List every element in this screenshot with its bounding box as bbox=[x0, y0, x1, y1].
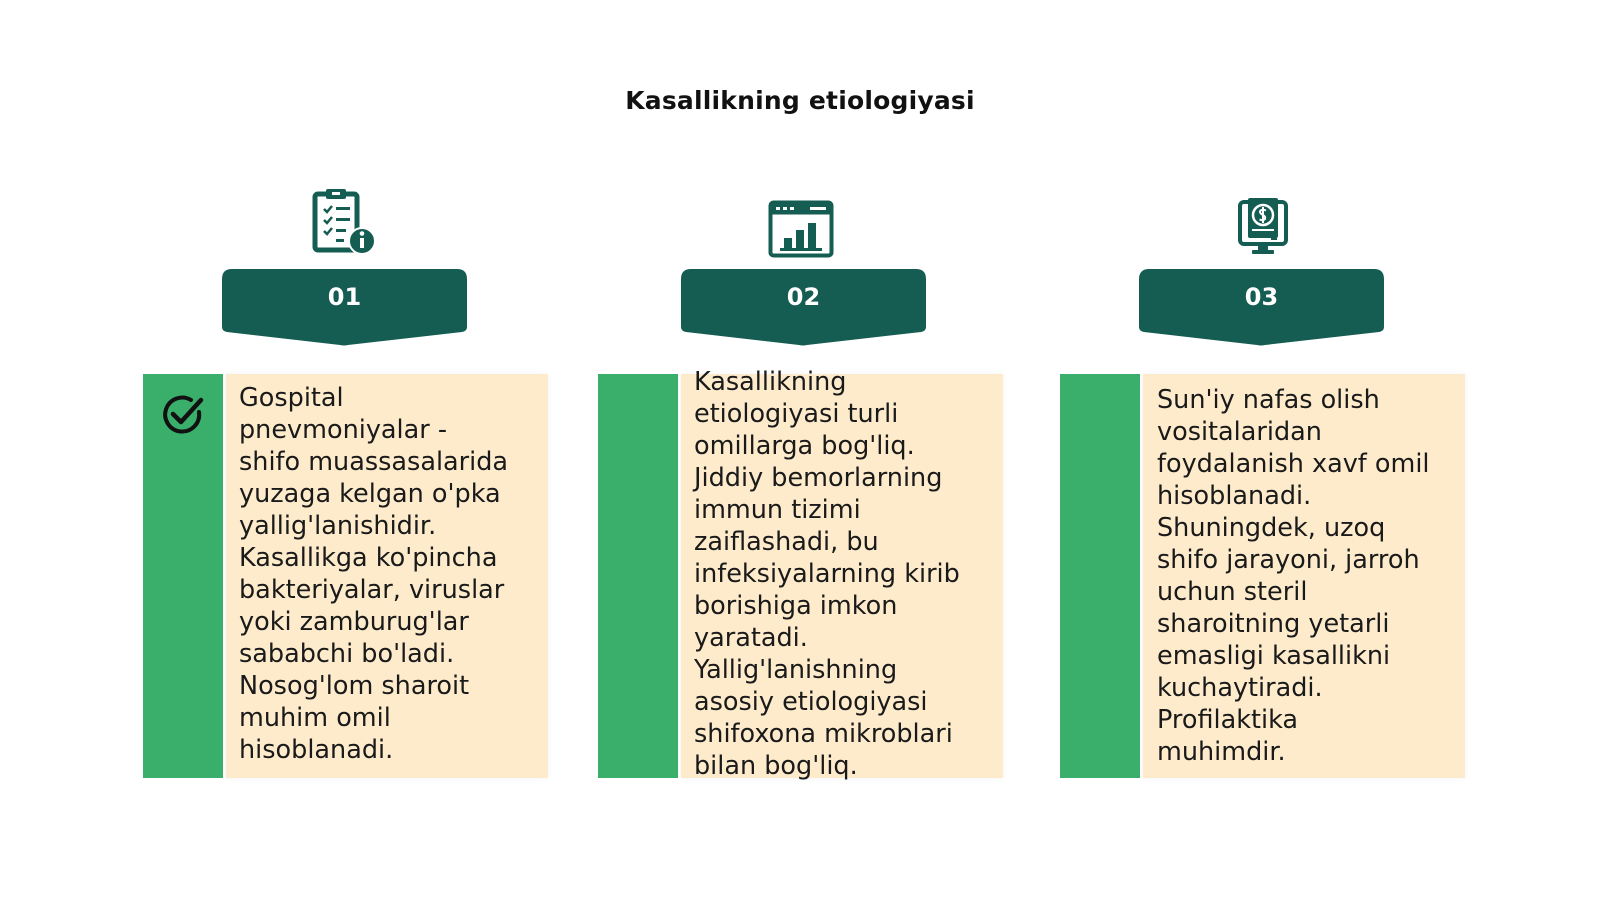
money-device-icon bbox=[1237, 196, 1289, 258]
card-text-1: Gospital pnevmoniyalar - shifo muassasalarida yuzaga kelgan o'pka yallig'lanishidir. Kasallikga ko'pincha bakteriyalar, viruslar yoki zamburug'lar sababchi bo'ladi. Nosog'lom sharoit muhim omil hisoblanadi. bbox=[239, 383, 509, 765]
card-text-2: Kasallikning etiologiyasi turli omillarga bog'liq. Jiddiy bemorlarning immun tizimi zaiflashadi, bu infeksiyalarning kirib borishiga imkon yaratadi. Yallig'lanishning asosiy etiologiyasi shifoxona mikroblari bilan bog'liq. bbox=[694, 367, 960, 781]
page-title: Kasallikning etiologiyasi bbox=[625, 86, 975, 115]
step-number: 01 bbox=[327, 283, 362, 311]
card-accent-bar bbox=[1060, 374, 1140, 778]
step-number: 03 bbox=[1244, 283, 1279, 311]
step-badge-2 bbox=[681, 269, 926, 349]
card-accent-bar bbox=[598, 374, 678, 778]
step-badge-1 bbox=[222, 269, 467, 349]
card-text-3: Sun'iy nafas olish vositalaridan foydalanish xavf omil hisoblanadi. Shuningdek, uzoq shifo jarayoni, jarroh uchun steril sharoitning yetarli emasligi kasallikni kuchaytiradi. Profilaktika muhimdir. bbox=[1157, 385, 1430, 767]
card-accent-bar bbox=[143, 374, 223, 778]
step-badge-3 bbox=[1139, 269, 1384, 349]
step-number: 02 bbox=[786, 283, 821, 311]
bar-chart-window-icon bbox=[768, 200, 834, 258]
check-circle-icon bbox=[161, 392, 207, 438]
clipboard-checklist-info-icon bbox=[312, 188, 378, 256]
